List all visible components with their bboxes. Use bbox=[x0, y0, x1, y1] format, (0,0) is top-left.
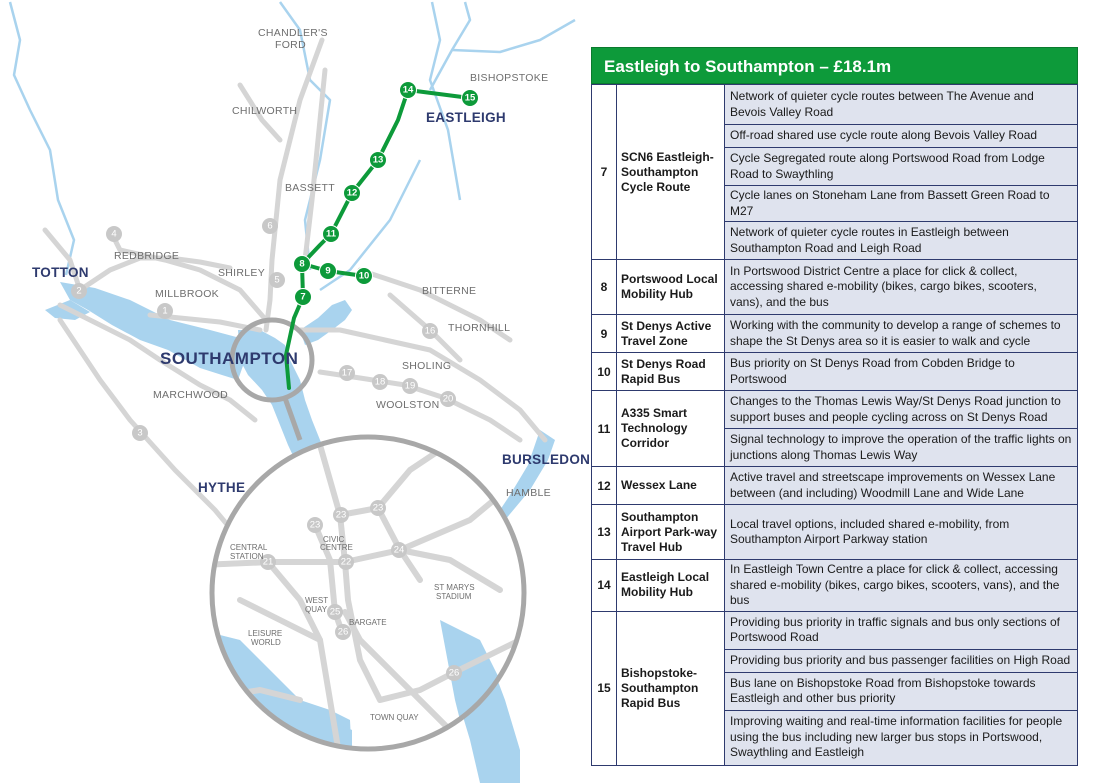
label-southampton: SOUTHAMPTON bbox=[160, 349, 299, 368]
svg-text:14: 14 bbox=[402, 84, 414, 96]
label-totton: TOTTON bbox=[32, 265, 89, 280]
label-millbrook: MILLBROOK bbox=[155, 288, 219, 300]
svg-text:23: 23 bbox=[309, 519, 321, 531]
label-west-quay-2: QUAY bbox=[305, 605, 328, 614]
svg-text:5: 5 bbox=[274, 274, 280, 286]
route-marker-12 bbox=[344, 185, 361, 202]
route-marker-7 bbox=[295, 289, 312, 306]
project-name: St Denys Active Travel Zone bbox=[617, 315, 725, 353]
svg-text:15: 15 bbox=[464, 92, 476, 104]
row-number: 14 bbox=[592, 560, 617, 612]
marker-26-b bbox=[446, 665, 462, 681]
svg-text:20: 20 bbox=[442, 393, 454, 405]
project-detail: Network of quieter cycle routes between The Avenue and Bevois Valley Road bbox=[725, 85, 1078, 125]
label-st-marys-2: STADIUM bbox=[436, 592, 472, 601]
row-8 bbox=[592, 260, 1078, 315]
marker-17 bbox=[339, 365, 355, 381]
label-woolston: WOOLSTON bbox=[376, 399, 440, 411]
label-thornhill: THORNHILL bbox=[448, 322, 511, 334]
projects-panel bbox=[591, 47, 1078, 766]
row-number: 12 bbox=[592, 467, 617, 505]
svg-text:9: 9 bbox=[325, 265, 331, 277]
project-name: Eastleigh Local Mobility Hub bbox=[617, 560, 725, 612]
project-detail: In Portswood District Centre a place for click & collect, accessing shared e-mobility (bikes, cargo bikes, scooters, vans), and the bus bbox=[725, 260, 1078, 315]
label-leisure-world-1: LEISURE bbox=[248, 629, 283, 638]
svg-text:16: 16 bbox=[424, 325, 436, 337]
marker-22 bbox=[338, 554, 354, 570]
marker-18 bbox=[372, 374, 388, 390]
route-marker-9 bbox=[320, 263, 337, 280]
project-name: Portswood Local Mobility Hub bbox=[617, 260, 725, 315]
svg-text:25: 25 bbox=[329, 606, 341, 618]
marker-16 bbox=[422, 323, 438, 339]
svg-text:26: 26 bbox=[448, 667, 460, 679]
label-hamble: HAMBLE bbox=[506, 487, 551, 499]
label-central-station-1: CENTRAL bbox=[230, 543, 268, 552]
project-name: Southampton Airport Park-way Travel Hub bbox=[617, 505, 725, 560]
project-name: Bishopstoke-Southampton Rapid Bus bbox=[617, 611, 725, 765]
svg-text:17: 17 bbox=[341, 367, 353, 379]
label-chilworth: CHILWORTH bbox=[232, 105, 298, 117]
label-central-station-2: STATION bbox=[230, 552, 264, 561]
svg-text:23: 23 bbox=[335, 509, 347, 521]
svg-text:13: 13 bbox=[372, 154, 384, 166]
marker-19 bbox=[402, 378, 418, 394]
row-14 bbox=[592, 560, 1078, 612]
project-name: SCN6 Eastleigh-Southampton Cycle Route bbox=[617, 85, 725, 260]
project-detail: Bus lane on Bishopstoke Road from Bishopstoke towards Eastleigh and other bus priority bbox=[725, 672, 1078, 710]
marker-2 bbox=[71, 283, 87, 299]
project-detail: Bus priority on St Denys Road from Cobden Bridge to Portswood bbox=[725, 353, 1078, 391]
svg-text:23: 23 bbox=[372, 502, 384, 514]
label-bargate: BARGATE bbox=[349, 618, 387, 627]
marker-6 bbox=[262, 218, 278, 234]
row-number: 8 bbox=[592, 260, 617, 315]
project-detail: In Eastleigh Town Centre a place for click & collect, accessing shared e-mobility (bikes, cargo bikes, scooters, vans), and the bus bbox=[725, 560, 1078, 612]
project-detail: Active travel and streetscape improvements on Wessex Lane between (and including) Woodmill Lane and Wide Lane bbox=[725, 467, 1078, 505]
svg-text:24: 24 bbox=[393, 544, 405, 556]
project-name: St Denys Road Rapid Bus bbox=[617, 353, 725, 391]
label-civic-centre-1: CIVIC bbox=[323, 535, 345, 544]
project-detail: Cycle Segregated route along Portswood Road from Lodge Road to Swaythling bbox=[725, 148, 1078, 186]
route-marker-14 bbox=[400, 82, 417, 99]
marker-24 bbox=[391, 542, 407, 558]
svg-text:8: 8 bbox=[299, 258, 305, 270]
label-eastleigh: EASTLEIGH bbox=[426, 110, 506, 125]
project-detail: Providing bus priority and bus passenger facilities on High Road bbox=[725, 649, 1078, 672]
label-town-quay: TOWN QUAY bbox=[370, 713, 419, 722]
route-marker-10 bbox=[356, 268, 373, 285]
label-redbridge: REDBRIDGE bbox=[114, 250, 180, 262]
project-detail: Working with the community to develop a range of schemes to shape the St Denys area so it is easier to walk and cycle bbox=[725, 315, 1078, 353]
row-12 bbox=[592, 467, 1078, 505]
svg-text:26: 26 bbox=[337, 626, 349, 638]
row-15 bbox=[592, 611, 1078, 649]
label-bursledon: BURSLEDON bbox=[502, 452, 591, 467]
marker-3 bbox=[132, 425, 148, 441]
project-name: Wessex Lane bbox=[617, 467, 725, 505]
route-marker-13 bbox=[370, 152, 387, 169]
row-number: 7 bbox=[592, 85, 617, 260]
row-number: 10 bbox=[592, 353, 617, 391]
svg-text:21: 21 bbox=[262, 556, 274, 568]
route-marker-15 bbox=[462, 90, 479, 107]
svg-text:4: 4 bbox=[111, 228, 117, 240]
row-number: 9 bbox=[592, 315, 617, 353]
label-bitterne: BITTERNE bbox=[422, 285, 477, 297]
row-10 bbox=[592, 353, 1078, 391]
label-bishopstoke: BISHOPSTOKE bbox=[470, 72, 549, 84]
label-hythe: HYTHE bbox=[198, 480, 246, 495]
label-chandlers-2: FORD bbox=[275, 39, 306, 51]
svg-text:19: 19 bbox=[404, 380, 416, 392]
project-detail: Local travel options, included shared e-mobility, from Southampton Airport Parkway station bbox=[725, 505, 1078, 560]
project-detail: Cycle lanes on Stoneham Lane from Bassett Green Road to M27 bbox=[725, 186, 1078, 222]
project-detail: Off-road shared use cycle route along Bevois Valley Road bbox=[725, 125, 1078, 148]
project-detail: Providing bus priority in traffic signals and bus only sections of Portswood Road bbox=[725, 611, 1078, 649]
svg-text:12: 12 bbox=[346, 187, 358, 199]
label-sholing: SHOLING bbox=[402, 360, 452, 372]
marker-5 bbox=[269, 272, 285, 288]
panel-title: Eastleigh to Southampton – £18.1m bbox=[591, 47, 1078, 84]
marker-23-a bbox=[307, 517, 323, 533]
svg-text:6: 6 bbox=[267, 220, 273, 232]
svg-text:10: 10 bbox=[358, 270, 370, 282]
label-st-marys-1: ST MARYS bbox=[434, 583, 475, 592]
project-detail: Improving waiting and real-time information facilities for people using the bus including new larger bus stops in Portswood, Swaythling and Eastleigh bbox=[725, 710, 1078, 765]
marker-25 bbox=[327, 604, 343, 620]
marker-4 bbox=[106, 226, 122, 242]
svg-text:1: 1 bbox=[162, 305, 168, 317]
svg-text:11: 11 bbox=[325, 228, 337, 240]
marker-20 bbox=[440, 391, 456, 407]
row-7 bbox=[592, 85, 1078, 125]
row-number: 13 bbox=[592, 505, 617, 560]
label-shirley: SHIRLEY bbox=[218, 267, 266, 279]
row-13 bbox=[592, 505, 1078, 560]
svg-text:2: 2 bbox=[76, 285, 82, 297]
marker-23-b bbox=[333, 507, 349, 523]
row-number: 11 bbox=[592, 391, 617, 467]
svg-text:22: 22 bbox=[340, 556, 352, 568]
svg-text:3: 3 bbox=[137, 427, 143, 439]
project-detail: Changes to the Thomas Lewis Way/St Denys Road junction to support buses and people cycling across on St Denys Road bbox=[725, 391, 1078, 429]
projects-table bbox=[591, 84, 1078, 766]
label-chandlers-1: CHANDLER'S bbox=[258, 27, 328, 39]
project-name: A335 Smart Technology Corridor bbox=[617, 391, 725, 467]
svg-text:18: 18 bbox=[374, 376, 386, 388]
marker-23-c bbox=[370, 500, 386, 516]
label-leisure-world-2: WORLD bbox=[251, 638, 281, 647]
route-marker-8 bbox=[294, 256, 311, 273]
label-marchwood: MARCHWOOD bbox=[153, 389, 229, 401]
marker-1 bbox=[157, 303, 173, 319]
label-bassett: BASSETT bbox=[285, 182, 335, 194]
svg-text:7: 7 bbox=[300, 291, 306, 303]
label-west-quay-1: WEST bbox=[305, 596, 329, 605]
route-marker-11 bbox=[323, 226, 340, 243]
label-civic-centre-2: CENTRE bbox=[320, 543, 353, 552]
row-11 bbox=[592, 391, 1078, 429]
row-9 bbox=[592, 315, 1078, 353]
row-number: 15 bbox=[592, 611, 617, 765]
project-detail: Signal technology to improve the operation of the traffic lights on junctions along Thomas Lewis Way bbox=[725, 429, 1078, 467]
project-detail: Network of quieter cycle routes in Eastleigh between Southampton Road and Leigh Road bbox=[725, 222, 1078, 260]
